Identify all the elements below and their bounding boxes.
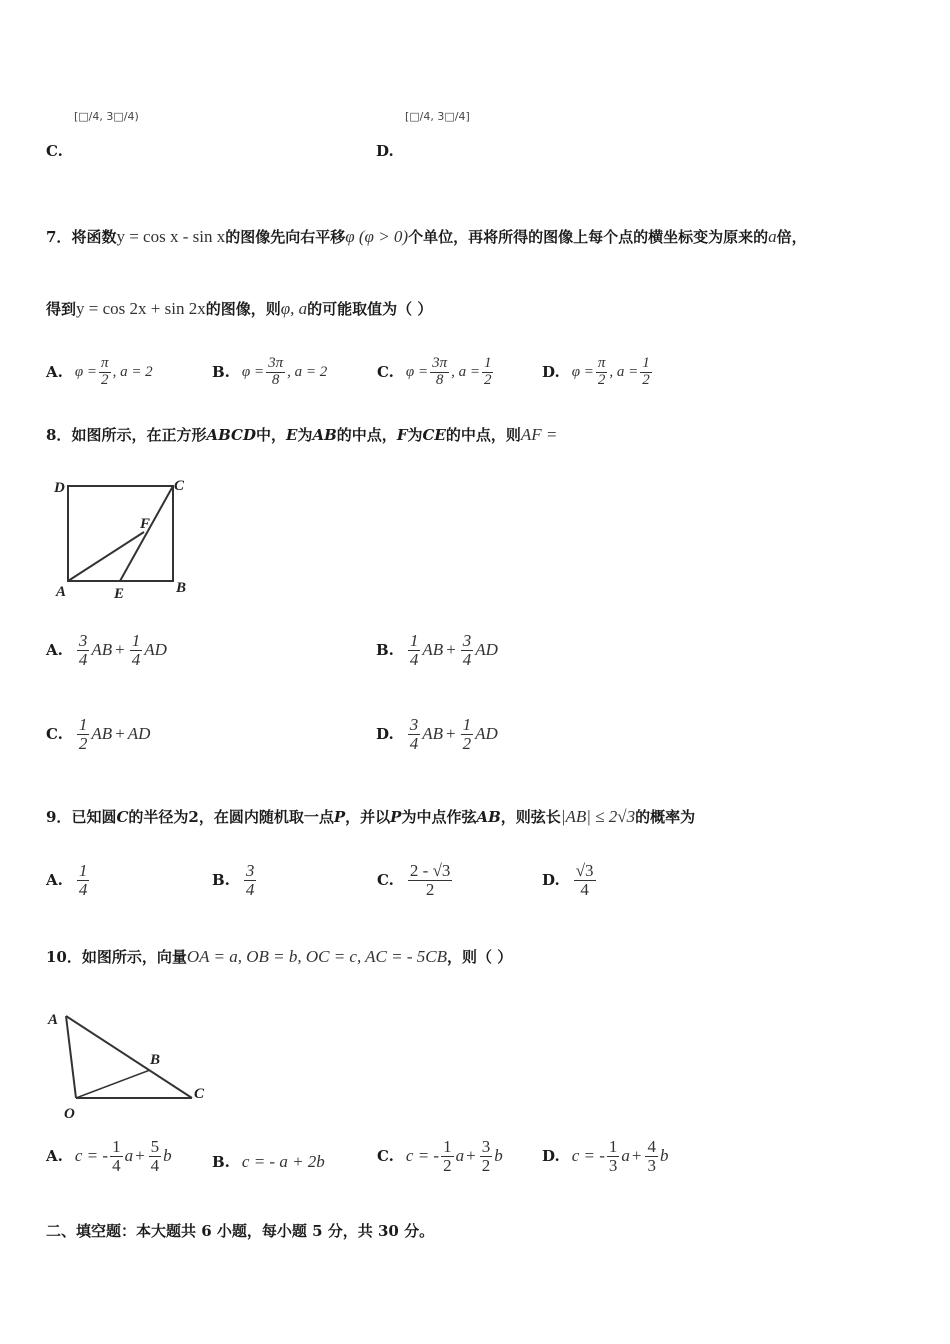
q8-t5: 为 <box>407 426 423 444</box>
vector: b <box>163 1146 172 1166</box>
q7-option-a[interactable]: A. φ = $\frac{\pi}{2}$ , a = 2 <box>46 355 153 388</box>
frac-den: 2 <box>78 733 88 753</box>
q10-option-a[interactable] <box>46 1138 172 1175</box>
vector: AB <box>91 640 113 660</box>
q9-t3: ，并以 <box>345 808 391 826</box>
frac-num: 1 <box>78 715 88 734</box>
frac-den: 2 <box>443 1155 452 1175</box>
q8-option-c[interactable] <box>46 716 150 753</box>
q8-math: AF = <box>520 424 558 444</box>
option-label: C. <box>377 1147 394 1166</box>
vector: AD <box>475 640 498 660</box>
expr-prefix: c = - <box>74 1146 109 1166</box>
fig-label-c: C <box>174 478 185 494</box>
q7-math2: φ (φ > 0) <box>345 226 409 246</box>
fig-label-d: D <box>54 480 65 496</box>
q8-number: 8． <box>46 426 72 444</box>
frac-den: 4 <box>245 879 255 899</box>
frac-num: 1 <box>642 355 650 371</box>
vector: a <box>455 1146 465 1166</box>
q9-p2: P <box>390 807 402 826</box>
vector: AB <box>91 724 113 744</box>
frac-den: 4 <box>462 649 472 669</box>
option-label: D. <box>376 725 394 744</box>
q8-ab: AB <box>312 425 337 444</box>
q10-t1: 如图所示，向量 <box>81 948 187 966</box>
q10-option-b[interactable] <box>212 1152 325 1172</box>
frac-den: 2 <box>425 879 435 899</box>
option-label: A. <box>46 871 63 890</box>
vector: AD <box>475 724 498 744</box>
frac-num: 1 <box>483 355 492 371</box>
q10-number: 10． <box>46 948 82 966</box>
segment-oa <box>66 1016 76 1098</box>
q9-t1: 已知圆 <box>71 808 117 826</box>
frac-den: 4 <box>409 733 419 753</box>
option-label: C. <box>46 725 63 744</box>
option-label: D. <box>542 1147 560 1166</box>
frac-num: 3π <box>268 355 284 371</box>
fig-label-b: B <box>150 1052 161 1068</box>
vector: b <box>659 1146 669 1166</box>
a-value: a = 2 <box>120 363 153 380</box>
q7-line2 <box>46 298 432 319</box>
q9-t6: 的概率为 <box>635 808 696 826</box>
operator: + <box>445 724 456 744</box>
expr: c = - a + 2b <box>241 1152 325 1171</box>
q9-option-b[interactable] <box>212 862 258 899</box>
segment-ac <box>66 1016 192 1098</box>
q8-e: E <box>286 425 298 444</box>
q7-text3: 个单位，再将所得的图像上每个点的横坐标变为原来的 <box>408 228 769 246</box>
q7-math5: φ, a <box>280 298 308 318</box>
q7-math4: y = cos 2x + sin 2x <box>76 298 206 318</box>
q8-option-d[interactable] <box>376 716 498 753</box>
q6-option-d-expr: [□/4, 3□/4] <box>405 110 470 123</box>
frac-den: 3 <box>647 1155 656 1175</box>
frac-num: 1 <box>608 1137 618 1156</box>
a-value: a = 2 <box>294 363 328 380</box>
q9-number: 9． <box>46 808 72 826</box>
q7-text2: 的图像先向右平移 <box>225 228 346 246</box>
q10-option-d[interactable] <box>542 1138 668 1175</box>
vector: AD <box>127 724 151 744</box>
q7-text4: 倍， <box>776 228 807 246</box>
frac-den: 4 <box>150 1155 160 1175</box>
q10-t2: ，则（ ） <box>447 948 513 966</box>
fig-label-o: O <box>64 1106 75 1122</box>
frac-den: 4 <box>78 649 88 669</box>
q6-option-d-label: D. <box>376 142 394 160</box>
frac-den: 2 <box>101 371 109 388</box>
q10-triangle-figure <box>46 1004 216 1126</box>
frac-den: 2 <box>597 371 606 388</box>
fig-label-b: B <box>176 580 187 596</box>
q9-math: |AB| ≤ 2√3 <box>560 806 636 826</box>
q8-t2: 中， <box>256 426 287 444</box>
q8-t6: 的中点，则 <box>445 426 521 444</box>
operator: + <box>631 1146 642 1166</box>
q9-t4: 为中点作弦 <box>401 808 477 826</box>
frac-num: 5 <box>150 1137 160 1156</box>
frac-num: 3 <box>245 861 255 880</box>
fig-label-c: C <box>194 1086 205 1102</box>
q9-ab: AB <box>476 807 501 826</box>
q7-option-c[interactable]: C. φ = $\frac{3\pi}{8}$ , a = $\frac{1}{2}$ <box>377 355 492 388</box>
frac-num: π <box>101 355 109 371</box>
q6-option-c-label: C. <box>46 142 63 160</box>
vector: b <box>494 1146 503 1166</box>
option-label: D. <box>542 363 560 382</box>
q7-text5: 得到 <box>46 300 77 318</box>
q7-option-b[interactable]: B. φ = $\frac{3\pi}{8}$ , a = 2 <box>212 355 328 388</box>
q9-t2: 的半径为2，在圆内随机取一点 <box>128 808 334 826</box>
q7-option-d[interactable]: D. φ = $\frac{\pi}{2}$ , a = $\frac{1}{2}$ <box>542 355 650 388</box>
frac-den: 2 <box>483 371 492 388</box>
q9-p: P <box>333 807 346 826</box>
frac-num: 1 <box>443 1137 452 1156</box>
operator: + <box>466 1146 476 1166</box>
q8-abcd: ABCD <box>206 425 256 444</box>
frac-den: 4 <box>580 879 589 899</box>
q8-f: F <box>396 425 408 444</box>
frac-den: 2 <box>481 1155 491 1175</box>
vector: AB <box>422 724 443 744</box>
frac-num: 1 <box>131 631 141 650</box>
frac-num: 4 <box>647 1137 656 1156</box>
frac-num: 3 <box>409 715 419 734</box>
option-label: A. <box>46 1147 63 1166</box>
frac-num: 2 - √3 <box>409 861 451 880</box>
q8-square-figure <box>46 474 196 604</box>
option-label: D. <box>542 871 560 890</box>
operator: + <box>135 1146 145 1166</box>
q8-ce: CE <box>422 425 446 444</box>
option-label: B. <box>212 363 230 382</box>
expr-prefix: c = - <box>405 1146 440 1166</box>
q9-option-a[interactable] <box>46 862 91 899</box>
q7-number: 7． <box>46 228 72 246</box>
frac-den: 8 <box>271 371 280 388</box>
vector: AD <box>144 640 167 660</box>
option-label: C. <box>377 871 394 890</box>
option-label: A. <box>46 641 63 660</box>
frac-num: 3 <box>462 631 472 650</box>
vector: a <box>621 1146 630 1166</box>
frac-num: 3 <box>481 1137 491 1156</box>
operator: + <box>115 640 125 660</box>
option-label: B. <box>212 1153 230 1171</box>
frac-num: 1 <box>112 1137 121 1156</box>
q8-t4: 的中点， <box>336 426 397 444</box>
fig-label-e: E <box>114 586 125 602</box>
frac-den: 2 <box>462 733 472 753</box>
q8-t3: 为 <box>297 426 313 444</box>
q9-c: C <box>116 807 129 826</box>
q9-line <box>46 806 695 827</box>
fig-label-a: A <box>48 1012 59 1028</box>
frac-num: 3 <box>78 631 88 650</box>
q7-line1 <box>46 226 807 247</box>
q8-option-a[interactable] <box>46 632 167 669</box>
expr-prefix: c = - <box>571 1146 605 1166</box>
fig-label-a: A <box>56 584 67 600</box>
square-abcd <box>68 486 173 581</box>
vector: AB <box>422 640 444 660</box>
frac-den: 3 <box>608 1155 618 1175</box>
operator: + <box>115 724 125 744</box>
frac-num: 1 <box>409 631 419 650</box>
operator: + <box>446 640 456 660</box>
option-label: B. <box>212 871 230 890</box>
q6-option-c-expr: [□/4, 3□/4) <box>74 110 139 123</box>
q7-math3: a <box>768 226 777 246</box>
q10-line <box>46 946 512 967</box>
frac-num: 1 <box>462 715 472 734</box>
q9-option-c[interactable] <box>377 862 454 899</box>
frac-den: 4 <box>112 1155 121 1175</box>
option-label: A. <box>46 363 63 382</box>
segment-ob <box>76 1070 150 1098</box>
q9-t5: ，则弦长 <box>500 808 561 826</box>
frac-den: 2 <box>642 371 650 388</box>
frac-num: √3 <box>575 861 594 880</box>
q10-math: OA = a, OB = b, OC = c, AC = - 5CB <box>186 946 448 966</box>
q7-math1: y = cos x - sin x <box>116 226 226 246</box>
frac-num: 1 <box>78 861 88 880</box>
frac-num: π <box>597 355 606 371</box>
section-2-heading: 二、填空题：本大题共 6 小题，每小题 5 分，共 30 分。 <box>46 1222 435 1240</box>
option-label: C. <box>377 363 394 382</box>
q7-text6: 的图像，则 <box>205 300 281 318</box>
frac-num: 3π <box>432 355 448 371</box>
q10-option-c[interactable] <box>377 1138 503 1175</box>
option-label: B. <box>376 641 394 660</box>
q8-line <box>46 424 557 445</box>
segment-ec <box>120 486 173 581</box>
q8-option-b[interactable] <box>376 632 498 669</box>
q7-text7: 的可能取值为（ ） <box>307 300 433 318</box>
frac-den: 4 <box>131 649 141 669</box>
q8-text: 如图所示，在正方形 <box>71 426 207 444</box>
q7-text1: 将函数 <box>71 228 117 246</box>
frac-den: 4 <box>78 879 88 899</box>
vector: a <box>124 1146 134 1166</box>
frac-den: 8 <box>435 371 444 388</box>
q9-option-d[interactable] <box>542 862 598 899</box>
frac-den: 4 <box>409 649 419 669</box>
fig-label-f: F <box>140 516 151 532</box>
